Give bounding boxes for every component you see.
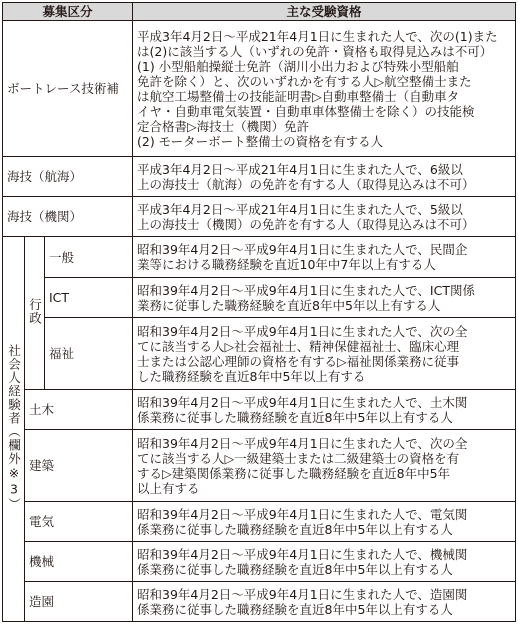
qualification-line: 平成3年4月2日～平成21年4月1日に生まれた人で、6級以 (137, 161, 463, 177)
qualification-boat (133, 21, 516, 157)
category-ippan: 一般 (45, 237, 133, 278)
qualification-denki (133, 502, 516, 542)
qualification-line: は航空工場整備士の技能証明書▷自動車整備士（自動車タ (137, 88, 460, 104)
table-row (3, 278, 516, 318)
qualification-line: 免許を除く）と、次のいずれかを有する人▷航空整備士また (137, 73, 472, 89)
qualification-line: てに該当する人▷社会福祉士、精神保健福祉士、臨床心理 (137, 338, 460, 354)
category-kikai: 機械 (25, 542, 133, 582)
category-zoen: 造園 (25, 582, 133, 622)
qualification-line: 上の海技士（航海）の免許を有する人（取得見込みは不可） (137, 176, 475, 192)
qualification-line: した職務経験を直近8年中5年以上有する (137, 368, 366, 384)
category-kenchiku: 建築 (25, 430, 133, 502)
qualification-line: 平成3年4月2日～平成21年4月1日に生まれた人で、次の(1)また (137, 28, 498, 44)
recruitment-table (2, 2, 516, 622)
qualification-line: 業務に従事した職務経験を直近8年中5年以上有する人 (137, 297, 441, 313)
qualification-line: (2) モーターボート整備士の資格を有する人 (137, 133, 384, 149)
qualification-line: 昭和39年4月2日～平成9年4月1日に生まれた人で、ICT関係 (137, 282, 475, 298)
qualification-kenchiku (133, 430, 516, 502)
shakaijin-label: 社会人経験者（欄外※3） (6, 344, 22, 511)
shakaijin-label-cell (3, 237, 25, 622)
table-row (3, 390, 516, 430)
qualification-line: 昭和39年4月2日～平成9年4月1日に生まれた人で、電気関 (137, 506, 468, 522)
qualification-line: 係業務に従事した職務経験を直近8年中5年以上有する人 (137, 409, 453, 425)
table-row (3, 237, 516, 278)
gyosei-label-cell (25, 237, 45, 390)
qualification-line: 係業務に従事した職務経験を直近8年中5年以上有する人 (137, 561, 453, 577)
qualification-line: てに該当する人▷一級建築士または二級建築士の資格を有 (137, 450, 460, 466)
qualification-ict (133, 278, 516, 318)
qualification-line: 昭和39年4月2日～平成9年4月1日に生まれた人で、次の全 (137, 435, 468, 451)
qualification-line: 昭和39年4月2日～平成9年4月1日に生まれた人で、機械関 (137, 546, 468, 562)
qualification-line: (1) 小型船舶操縦士免許（湖川小出力および特殊小型船舶 (137, 58, 459, 74)
header-category: 募集区分 (3, 3, 133, 21)
qualification-line: 以上有する (137, 480, 200, 496)
category-denki: 電気 (25, 502, 133, 542)
table-header-row (3, 3, 516, 21)
qualification-line: は(2)に該当する人（いずれの免許・資格も取得見込みは不可） (137, 43, 493, 59)
qualification-line: 定合格書▷海技士（機関）免許 (137, 118, 310, 134)
header-qualification: 主な受験資格 (133, 3, 516, 21)
qualification-doboku (133, 390, 516, 430)
qualification-line: する▷建築関係業務に従事した職務経験を直近8年中5年 (137, 465, 451, 481)
qualification-kaigi-kokai (133, 157, 516, 197)
qualification-line: 係業務に従事した職務経験を直近8年中5年以上有する人 (137, 601, 453, 617)
category-boat: ボートレース技術補 (3, 21, 133, 157)
table-row (3, 582, 516, 622)
category-doboku: 土木 (25, 390, 133, 430)
category-fukushi: 福祉 (45, 318, 133, 390)
qualification-ippan (133, 237, 516, 278)
qualification-line: 昭和39年4月2日～平成9年4月1日に生まれた人で、民間企 (137, 242, 468, 257)
qualification-line: 上の海技士（機関）の免許を有する人（取得見込みは不可） (137, 216, 475, 232)
category-kaigi-kokai: 海技（航海） (3, 157, 133, 197)
category-ict: ICT (45, 278, 133, 318)
qualification-line: 平成3年4月2日～平成21年4月1日に生まれた人で、5級以 (137, 201, 463, 217)
qualification-line: 士または公認心理師の資格を有する▷福祉関係業務に従事 (137, 353, 460, 369)
qualification-kaigi-kikan (133, 197, 516, 237)
gyosei-label: 行政 (27, 298, 43, 325)
table-row (3, 502, 516, 542)
table-row (3, 21, 516, 157)
table-row (3, 430, 516, 502)
table-row (3, 157, 516, 197)
qualification-line: 業等における職務経験を直近10年中7年以上有する人 (137, 257, 436, 272)
qualification-kikai (133, 542, 516, 582)
table-row (3, 542, 516, 582)
table-row (3, 318, 516, 390)
qualification-line: 昭和39年4月2日～平成9年4月1日に生まれた人で、次の全 (137, 323, 468, 339)
qualification-zoen (133, 582, 516, 622)
qualification-line: 昭和39年4月2日～平成9年4月1日に生まれた人で、土木関 (137, 394, 468, 410)
qualification-line: 係業務に従事した職務経験を直近8年中5年以上有する人 (137, 521, 453, 537)
category-kaigi-kikan: 海技（機関） (3, 197, 133, 237)
qualification-line: 昭和39年4月2日～平成9年4月1日に生まれた人で、造園関 (137, 586, 468, 602)
table-row (3, 197, 516, 237)
qualification-fukushi (133, 318, 516, 390)
qualification-line: イヤ・自動車電気装置・自動車車体整備士を除く）の技能検 (137, 103, 475, 119)
